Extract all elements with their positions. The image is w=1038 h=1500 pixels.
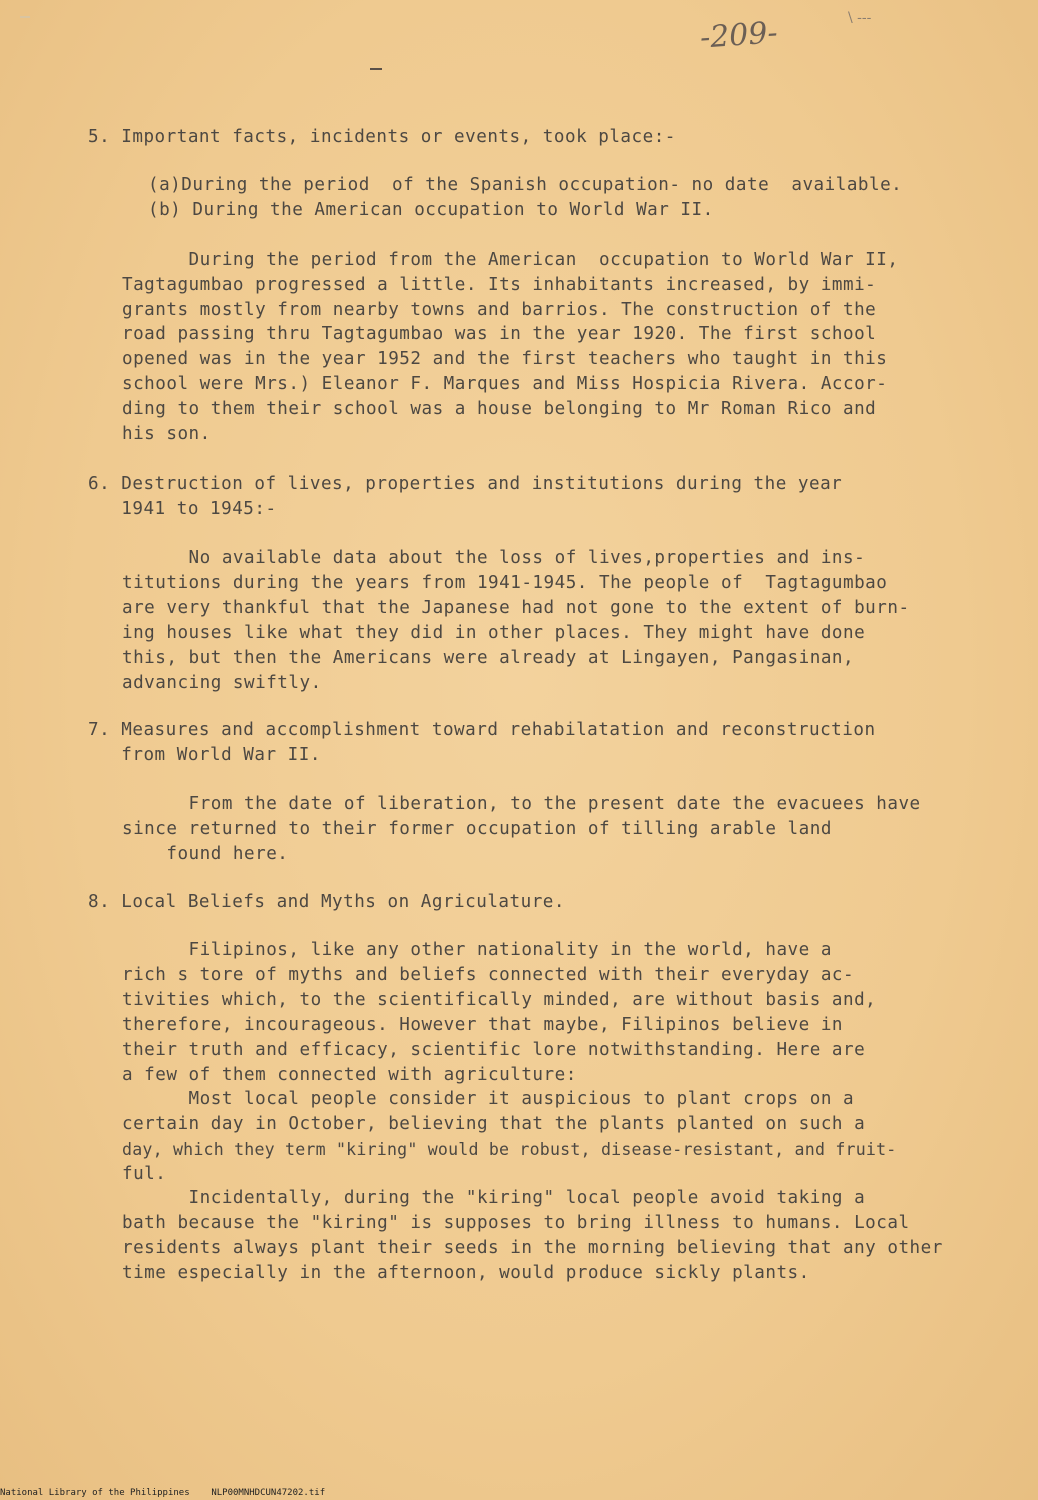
section8-para-line: ful. [122, 1164, 167, 1184]
section8-para-line: therefore, incourageous. However that maybe, Filipinos believe in [122, 1015, 844, 1035]
section5-para-line: During the period from the American occupation to World War II, [122, 250, 899, 270]
section8-para-line: time especially in the afternoon, would produce sickly plants. [122, 1263, 810, 1283]
section8-para-line: Incidentally, during the "kiring" local people avoid taking a [122, 1188, 866, 1208]
section8-para-line: Filipinos, like any other nationality in the world, have a [122, 940, 832, 960]
section5-item-a: (a)During the period of the Spanish occupation- no date available. [148, 175, 903, 195]
section6-para-line: are very thankful that the Japanese had not gone to the extent of burn- [122, 598, 910, 618]
section5-item-b: (b) During the American occupation to World War II. [148, 200, 714, 220]
archive-footer: National Library of the Philippines NLP00MNHDCUN47202.tif [0, 1488, 326, 1498]
section8-para-line: day, which they term "kiring" would be robust, disease-resistant, and fruit- [122, 1140, 897, 1159]
section6-heading: 6. Destruction of lives, properties and institutions during the year [88, 474, 843, 494]
section8-para-line: rich s tore of myths and beliefs connected with their everyday ac- [122, 965, 855, 985]
section5-heading: 5. Important facts, incidents or events, took place:- [88, 127, 676, 147]
section7-para-line: found here. [122, 844, 289, 864]
corner-mark: \ --- [848, 10, 872, 26]
section8-para-line: a few of them connected with agriculture: [122, 1065, 577, 1085]
section8-para-line: residents always plant their seeds in the morning believing that any other [122, 1238, 943, 1258]
section6-para-line: No available data about the loss of lives,properties and ins- [122, 548, 866, 568]
section5-para-line: opened was in the year 1952 and the first teachers who taught in this [122, 349, 888, 369]
section5-para-line: road passing thru Tagtagumbao was in the year 1920. The first school [122, 324, 877, 344]
section5-para-line: Tagtagumbao progressed a little. Its inhabitants increased, by immi- [122, 275, 877, 295]
section6-para-line: titutions during the years from 1941-1945. The people of Tagtagumbao [122, 573, 888, 593]
section7-para-line: since returned to their former occupation of tilling arable land [122, 819, 832, 839]
section5-para-line: grants mostly from nearby towns and barrios. The construction of the [122, 300, 877, 320]
section6-para-line: advancing swiftly. [122, 673, 322, 693]
section8-para-line: certain day in October, believing that the plants planted on such a [122, 1114, 866, 1134]
stray-mark [20, 16, 30, 18]
section7-para-line: From the date of liberation, to the present date the evacuees have [122, 794, 921, 814]
section8-heading: 8. Local Beliefs and Myths on Agriculature. [88, 892, 565, 912]
page-number: -209- [698, 15, 779, 56]
section6-para-line: this, but then the Americans were already at Lingayen, Pangasinan, [122, 648, 855, 668]
stray-dash [370, 68, 382, 70]
section7-heading: from World War II. [88, 745, 321, 765]
section8-para-line: Most local people consider it auspicious to plant crops on a [122, 1089, 855, 1109]
section6-para-line: ing houses like what they did in other places. They might have done [122, 623, 866, 643]
section5-para-line: ding to them their school was a house belonging to Mr Roman Rico and [122, 399, 877, 419]
section6-heading: 1941 to 1945:- [88, 499, 277, 519]
section5-para-line: his son. [122, 424, 211, 444]
section8-para-line: tivities which, to the scientifically minded, are without basis and, [122, 990, 877, 1010]
section8-para-line: their truth and efficacy, scientific lore notwithstanding. Here are [122, 1040, 866, 1060]
section7-heading: 7. Measures and accomplishment toward rehabilatation and reconstruction [88, 720, 876, 740]
section5-para-line: school were Mrs.) Eleanor F. Marques and Miss Hospicia Rivera. Accor- [122, 374, 888, 394]
section8-para-line: bath because the "kiring" is supposes to bring illness to humans. Local [122, 1213, 910, 1233]
